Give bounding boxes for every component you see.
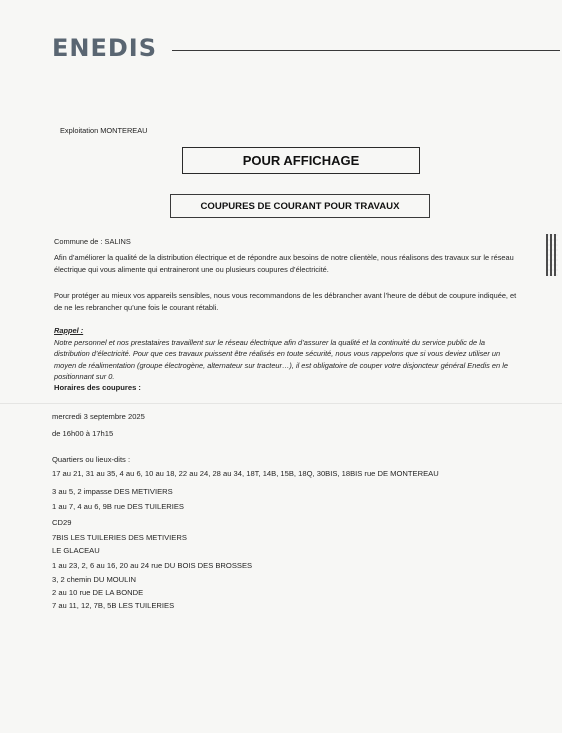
list-item: LE GLACEAU — [52, 546, 100, 555]
intro-paragraph: Afin d’améliorer la qualité de la distribution électrique et de répondre aux besoins de notre clientèle, nous réalisons des travaux sur le réseau électrique qui vous alimente qui entraineront une ou plusieurs coupures d’électricité. — [54, 253, 514, 274]
commune-line: Commune de : SALINS — [54, 237, 131, 246]
enedis-logo: ENEDIS — [52, 34, 158, 62]
list-item: CD29 — [52, 518, 72, 527]
rappel-text: Notre personnel et nos prestataires travaillent sur le réseau électrique afin d’assurer la qualité et la continuité du service public de la distribution d’électricité. Pour que ces travaux puissent être réalisés en toute sécurité, nous vous rappelons que si vous deviez utiliser un moyen de réalimentation (groupe électrogène, alternateur sur tracteur…), il est obligatoire de couper votre disjoncteur général Enedis en le positionnant sur 0. — [54, 337, 508, 381]
rappel-section — [54, 325, 522, 383]
outage-date: mercredi 3 septembre 2025 — [52, 412, 145, 421]
horaires-title: Horaires des coupures : — [54, 383, 141, 392]
list-item: 7BIS LES TUILERIES DES METIVIERS — [52, 533, 187, 542]
list-item: 3 au 5, 2 impasse DES METIVIERS — [52, 487, 173, 496]
protection-paragraph: Pour protéger au mieux vos appareils sensibles, nous vous recommandons de les débrancher avant l’heure de début de coupure indiquée, et de ne les rebrancher qu’une fois le courant rétabli. — [54, 291, 517, 312]
list-item: 7 au 11, 12, 7B, 5B LES TUILERIES — [52, 601, 175, 610]
header-rule — [172, 50, 560, 51]
quartiers-title: Quartiers ou lieux-dits : — [52, 455, 131, 464]
qr-code-icon — [546, 234, 558, 276]
list-item: 3, 2 chemin DU MOULIN — [52, 575, 136, 584]
scan-fold-line — [0, 403, 562, 404]
title-pour-affichage: POUR AFFICHAGE — [182, 147, 420, 174]
title-coupures: COUPURES DE COURANT POUR TRAVAUX — [170, 194, 430, 218]
list-item: 2 au 10 rue DE LA BONDE — [52, 588, 144, 597]
outage-time: de 16h00 à 17h15 — [52, 429, 114, 438]
exploitation-label: Exploitation MONTEREAU — [60, 126, 148, 135]
rappel-title: Rappel : — [54, 326, 84, 335]
list-item: 17 au 21, 31 au 35, 4 au 6, 10 au 18, 22 au 24, 28 au 34, 18T, 14B, 15B, 18Q, 30BIS, 18BIS rue DE MONTEREAU — [52, 469, 439, 478]
list-item: 1 au 7, 4 au 6, 9B rue DES TUILERIES — [52, 502, 184, 511]
list-item: 1 au 23, 2, 6 au 16, 20 au 24 rue DU BOIS DES BROSSES — [52, 561, 253, 570]
